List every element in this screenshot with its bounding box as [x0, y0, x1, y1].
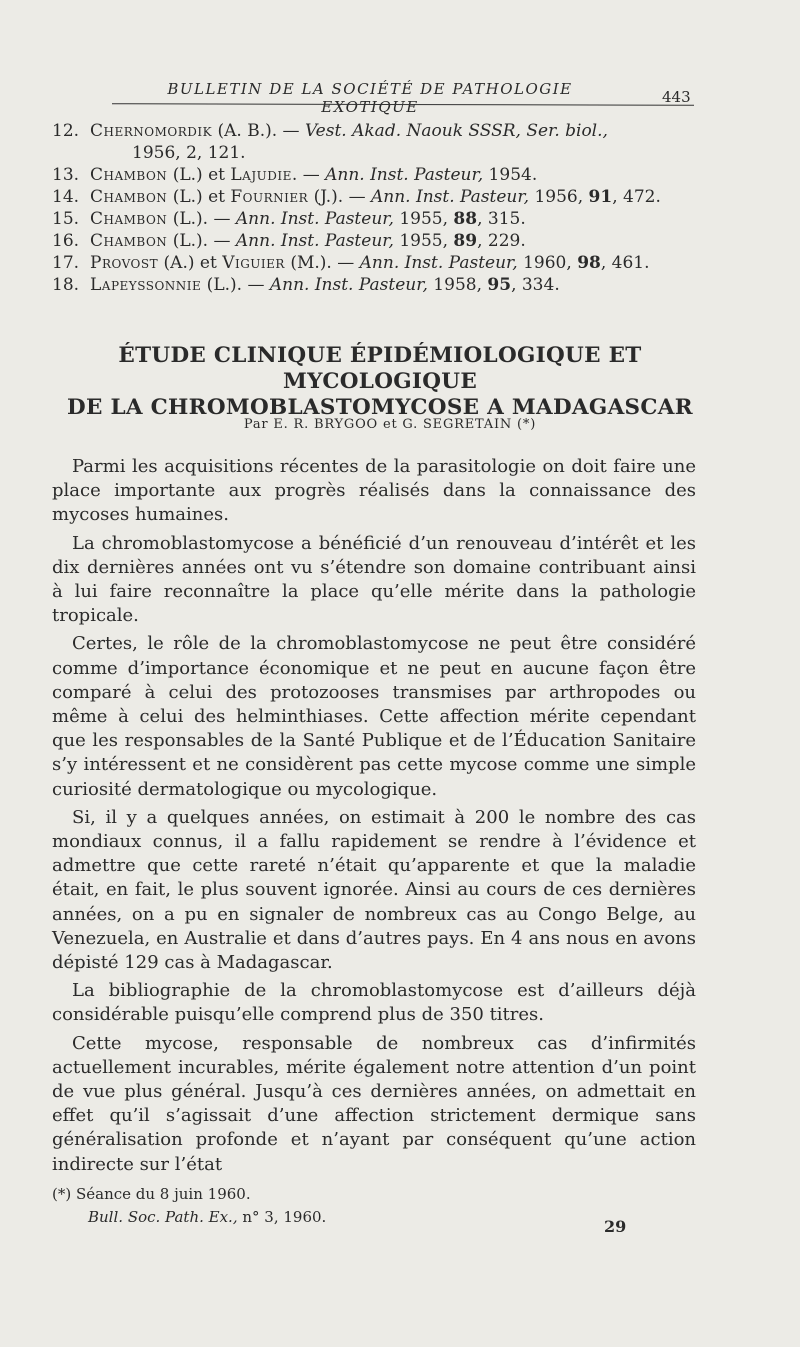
reference-number: 18.	[52, 275, 80, 295]
paragraph: La bibliographie de la chromoblastomycose est d’ailleurs déjà considérable puisqu’elle comprend plus de 350 titres.	[52, 980, 696, 1026]
reference-journal: Ann. Inst. Pasteur,	[359, 253, 518, 273]
reference-item	[52, 230, 697, 252]
reference-sep: (J.). —	[308, 187, 371, 207]
reference-number: 13.	[52, 165, 80, 185]
reference-author: Chambon	[90, 187, 168, 207]
article-title	[40, 343, 720, 421]
title-line-1: ÉTUDE CLINIQUE ÉPIDÉMIOLOGIQUE ET MYCOLOGIQUE	[118, 343, 642, 394]
paragraph: Certes, le rôle de la chromoblastomycose ne peut être considéré comme d’importance économique et ne peut en aucune façon être comparé à celui des protozooses transmises par arthropodes ou même à celui des helminthiases. Cette affection mérite cependant que les responsables de la Santé Publique et de l’Éducation Sanitaire s’y intéressent et ne considèrent pas cette mycose comme une simple curiosité dermatologique ou mycologique.	[52, 633, 696, 800]
reference-author: Chambon	[90, 209, 168, 229]
reference-volume: 89	[453, 231, 478, 251]
reference-year: 1956,	[529, 187, 589, 207]
article-body	[52, 455, 696, 1181]
reference-initials: (L.) et	[172, 187, 231, 207]
reference-author: Chambon	[90, 231, 168, 251]
reference-volume: 98	[577, 253, 601, 273]
reference-list	[52, 120, 697, 296]
footnote-journal: Bull. Soc. Path. Ex.,	[88, 1208, 238, 1226]
reference-item	[52, 186, 697, 208]
reference-pages: , 461.	[600, 253, 650, 273]
title-line-2: DE LA CHROMOBLASTOMYCOSE A MADAGASCAR	[67, 395, 693, 420]
reference-continuation: 1956, 2, 121.	[132, 143, 246, 163]
reference-sep: (M.). —	[284, 253, 360, 273]
reference-journal: Ann. Inst. Pasteur,	[269, 275, 428, 295]
reference-year: 1958,	[427, 275, 488, 295]
reference-number: 16.	[52, 231, 80, 251]
reference-pages: , 334.	[511, 275, 560, 295]
reference-initials: (A.) et	[158, 253, 223, 273]
reference-author: Chernomordik	[90, 121, 213, 141]
reference-author: Provost	[90, 253, 159, 273]
reference-author: Lapeyssonnie	[90, 275, 202, 295]
reference-author2: Viguier	[222, 253, 285, 273]
paragraph: Cette mycose, responsable de nombreux cas d’infirmités actuellement incurables, mérite également notre attention d’un point de vue plus général. Jusqu’à ces dernières années, on admettait en effet qu’il s’agissait d’une affection strictement dermique sans généralisation profonde et n’ayant par conséquent qu’une action indirecte sur l’état	[52, 1032, 696, 1175]
reference-journal: Ann. Inst. Pasteur,	[235, 209, 394, 229]
reference-number: 15.	[52, 209, 80, 229]
reference-year: 1960,	[517, 253, 578, 273]
reference-pages: , 472.	[612, 187, 661, 207]
reference-year: 1955,	[393, 231, 454, 251]
footnote-citation	[52, 1206, 612, 1229]
reference-sep: (L.). —	[167, 231, 236, 251]
paragraph: Si, il y a quelques années, on estimait à 200 le nombre des cas mondiaux connus, il a fallu rapidement se rendre à l’évidence et admettre que cette rareté n’était qu’apparente et que la maladie était, en fait, le plus souvent ignorée. Ainsi au cours de ces dernières années, on a pu en signaler de nombreux cas au Congo Belge, au Venezuela, en Australie et dans d’autres pays. En 4 ans nous en avons dépisté 129 cas à Madagascar.	[52, 806, 696, 974]
reference-pages: , 229.	[477, 231, 526, 251]
reference-tail: 1954.	[483, 165, 538, 185]
footnote-session: (*) Séance du 8 juin 1960.	[52, 1185, 251, 1203]
reference-author: Chambon	[90, 165, 168, 185]
reference-item	[52, 252, 697, 274]
reference-pages: , 315.	[477, 209, 526, 229]
signature-number: 29	[604, 1217, 627, 1236]
reference-author2: Fournier	[230, 187, 309, 207]
reference-sep: . —	[291, 165, 326, 185]
page-number: 443	[662, 88, 691, 106]
byline: Par E. R. BRYGOO et G. SEGRETAIN (*)	[243, 417, 537, 432]
reference-author2: Lajudie	[230, 165, 292, 185]
reference-initials: (L.) et	[172, 165, 231, 185]
footnote-issue: n° 3, 1960.	[237, 1208, 327, 1226]
reference-number: 17.	[52, 253, 80, 273]
paragraph: Parmi les acquisitions récentes de la parasitologie on doit faire une place importante aux progrès réalisés dans la connaissance des mycoses humaines.	[52, 456, 696, 526]
reference-volume: 91	[588, 187, 613, 207]
reference-item	[52, 274, 697, 296]
reference-item	[52, 120, 697, 164]
reference-sep: (L.). —	[167, 209, 236, 229]
reference-year: 1955,	[393, 209, 454, 229]
reference-item	[52, 164, 697, 186]
reference-journal: Ann. Inst. Pasteur,	[371, 187, 530, 207]
running-title: BULLETIN DE LA SOCIÉTÉ DE PATHOLOGIE EXOTIQUE	[167, 80, 573, 116]
reference-journal: Vest. Akad. Naouk SSSR, Ser. biol.,	[304, 121, 608, 141]
footnote	[52, 1183, 612, 1229]
reference-sep: (L.). —	[201, 275, 270, 295]
reference-journal: Ann. Inst. Pasteur,	[325, 165, 484, 185]
reference-item	[52, 208, 697, 230]
reference-number: 14.	[52, 187, 80, 207]
paragraph: La chromoblastomycose a bénéficié d’un renouveau d’intérêt et les dix dernières années ont vu s’étendre son domaine contribuant ainsi à lui faire reconnaître la place qu’elle mérite dans la pathologie tropicale.	[52, 532, 696, 627]
reference-journal: Ann. Inst. Pasteur,	[235, 231, 394, 251]
reference-volume: 88	[453, 209, 478, 229]
reference-initials: (A. B.). —	[217, 121, 305, 141]
reference-number: 12.	[52, 121, 80, 141]
reference-volume: 95	[487, 275, 512, 295]
